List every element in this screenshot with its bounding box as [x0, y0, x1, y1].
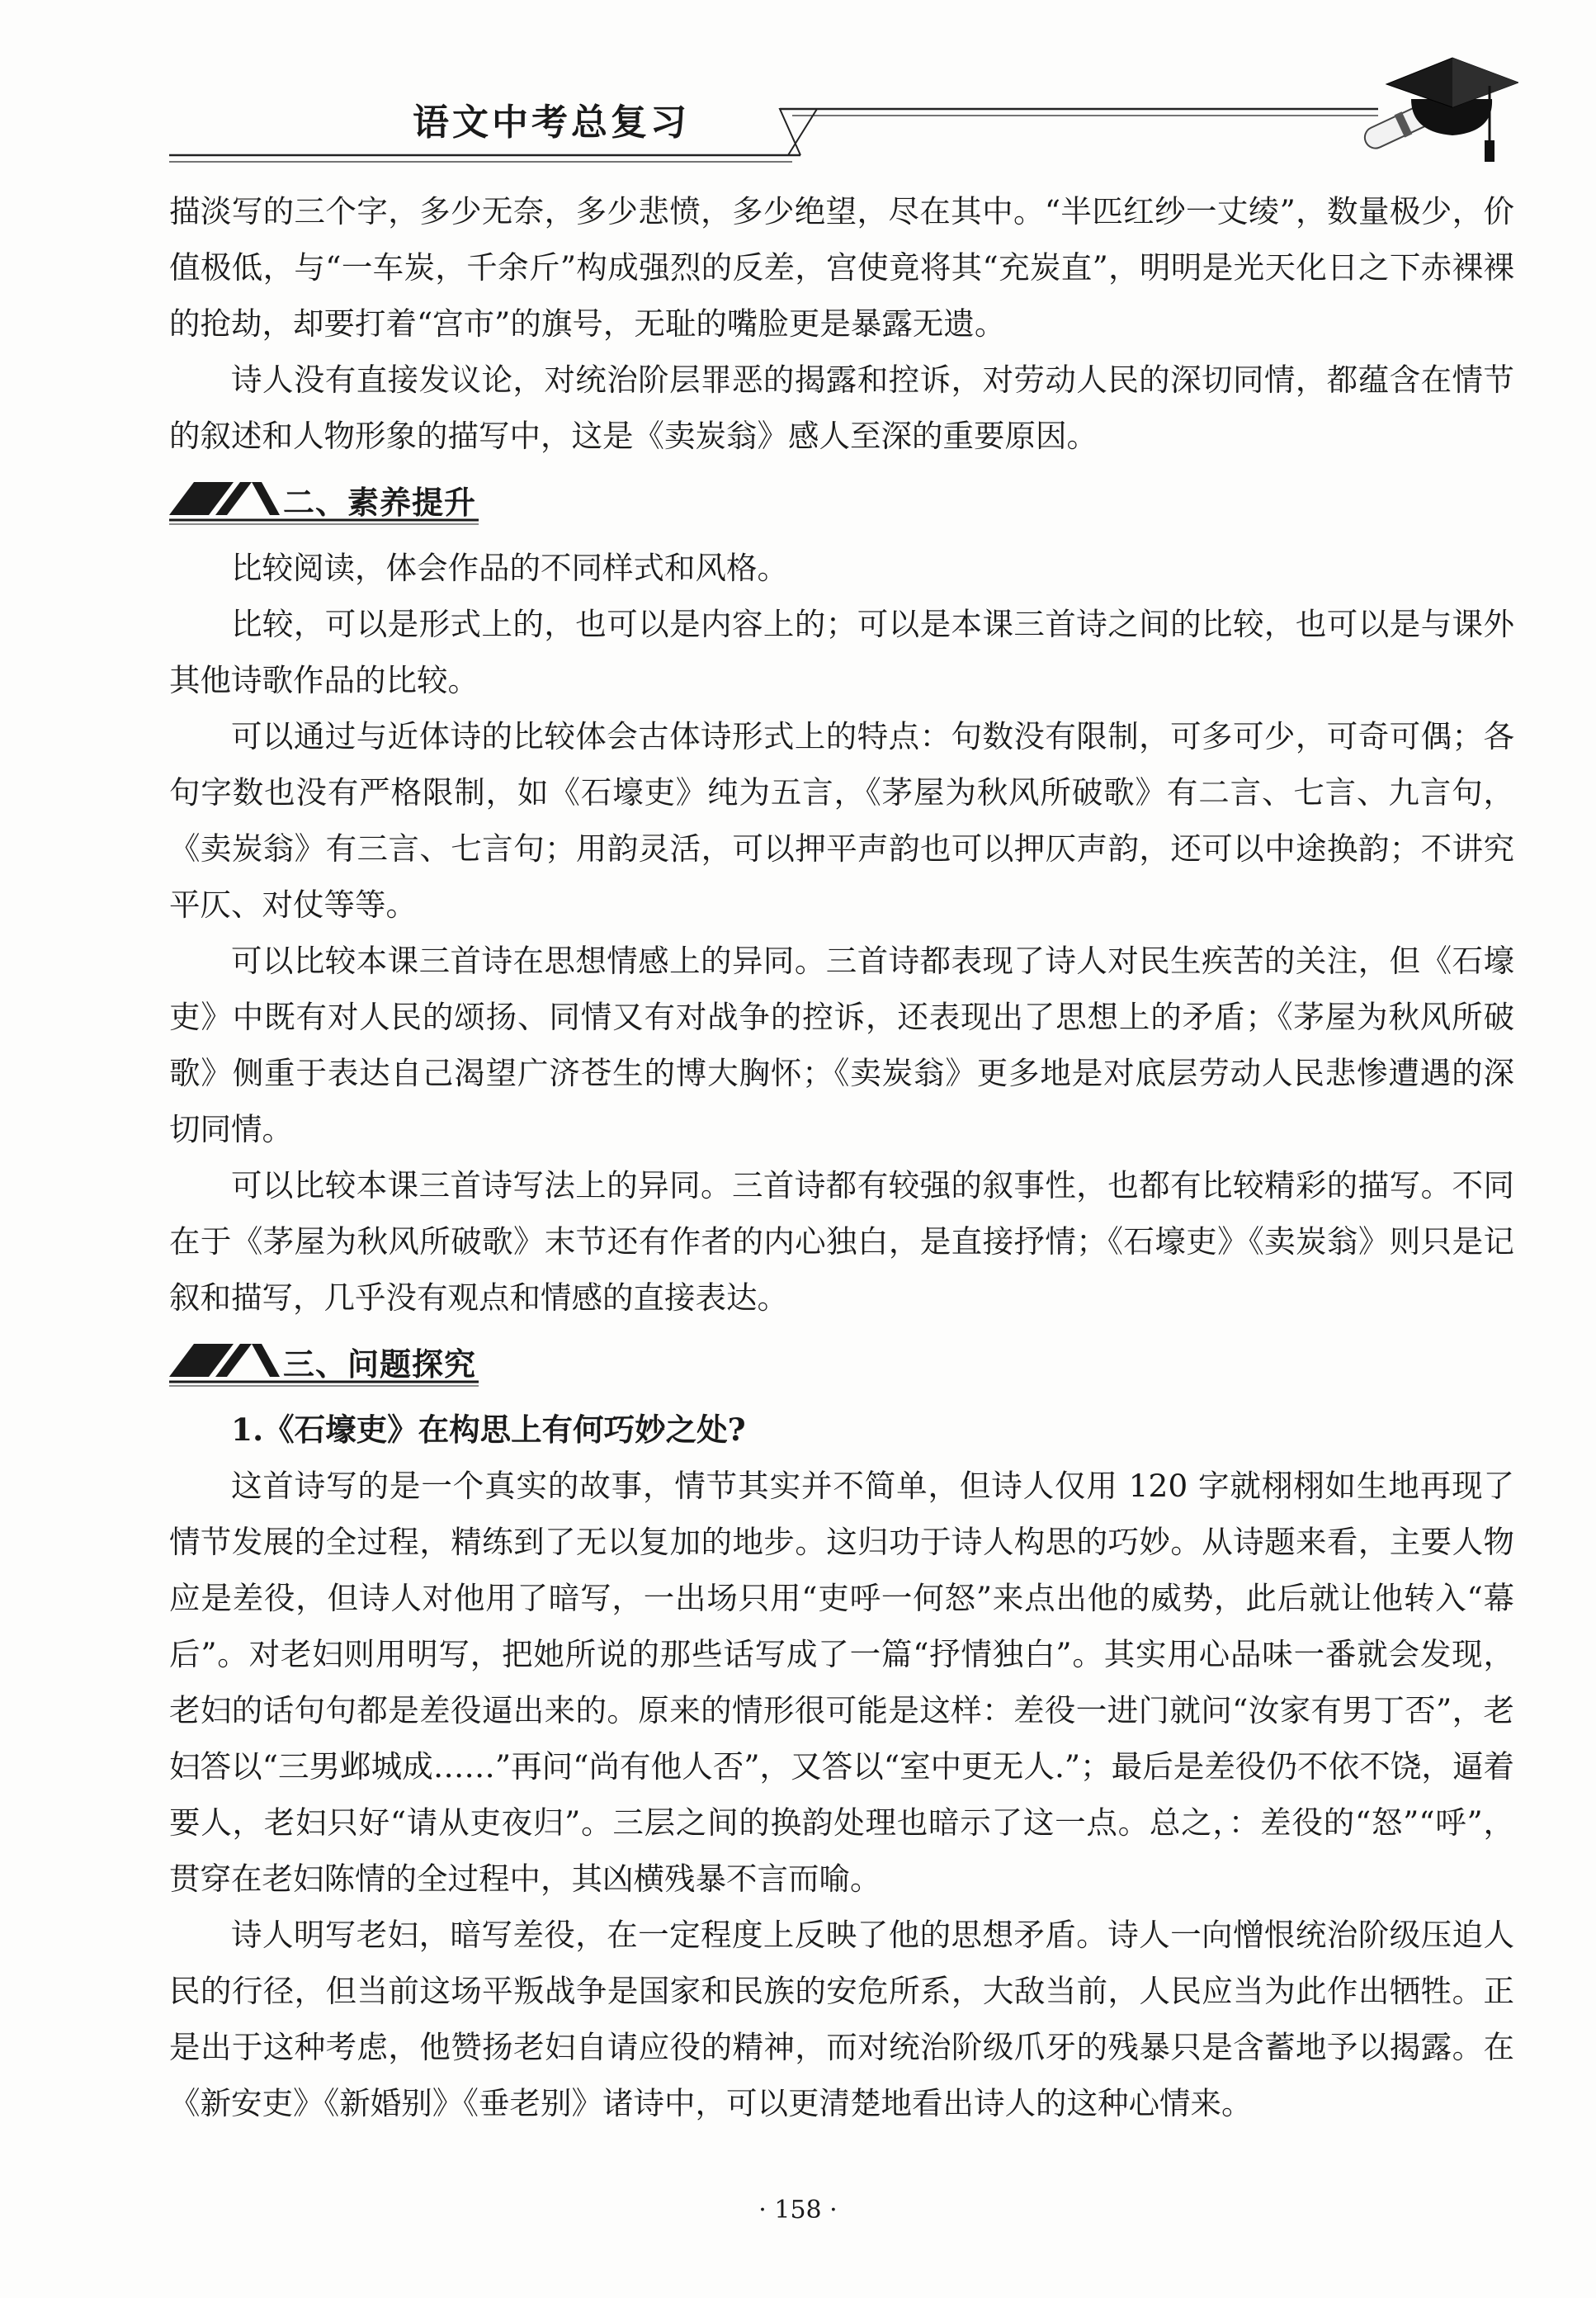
paragraph: 可以比较本课三首诗写法上的异同。三首诗都有较强的叙事性，也都有比较精彩的描写。不同在于《茅屋为秋风所破歌》末节还有作者的内心独白，是直接抒情；《石壕吏》《卖炭翁》则只是记叙和描写，几乎没有观点和情感的直接表达。 [169, 1167, 1514, 1316]
paragraph: 诗人没有直接发议论，对统治阶层罪恶的揭露和控诉，对劳动人民的深切同情，都蕴含在情节的叙述和人物形象的描写中，这是《卖炭翁》感人至深的重要原因。 [169, 362, 1514, 454]
page-header [165, 50, 1518, 173]
graduation-cap-diploma-icon [1353, 50, 1518, 173]
paragraph: 诗人明写老妇，暗写差役，在一定程度上反映了他的思想矛盾。诗人一向憎恨统治阶级压迫人民的行径，但当前这场平叛战争是国家和民族的安危所系，大敌当前，人民应当为此作出牺牲。正是出于这种考虑，他赞扬老妇自请应役的精神，而对统治阶级爪牙的残暴只是含蓄地予以揭露。在《新安吏》《新婚别》《垂老别》诸诗中，可以更清楚地看出诗人的这种心情来。 [169, 1917, 1514, 2121]
section-heading-3 [169, 1334, 1514, 1392]
paragraph-continuation: 描淡写的三个字，多少无奈，多少悲愤，多少绝望，尽在其中。“半匹红纱一丈绫”，数量极少，价值极低，与“一车炭，千余斤”构成强烈的反差，宫使竟将其“充炭直”，明明是光天化日之下赤裸裸的抢劫，却要打着“宫市”的旗号，无耻的嘴脸更是暴露无遗。 [169, 193, 1514, 342]
main-content [169, 183, 1514, 2131]
paragraph: 比较，可以是形式上的，也可以是内容上的；可以是本课三首诗之间的比较，也可以是与课外其他诗歌作品的比较。 [169, 606, 1514, 698]
paragraph: 可以比较本课三首诗在思想情感上的异同。三首诗都表现了诗人对民生疾苦的关注，但《石壕吏》中既有对人民的颂扬、同情又有对战争的控诉，还表现出了思想上的矛盾；《茅屋为秋风所破歌》侧重于表达自己渴望广济苍生的博大胸怀；《卖炭翁》更多地是对底层劳动人民悲惨遭遇的深切同情。 [169, 943, 1514, 1147]
section-heading-2 [169, 472, 1514, 530]
section-title: 二、素养提升 [283, 485, 477, 521]
paragraph: 这首诗写的是一个真实的故事，情节其实并不简单，但诗人仅用 120 字就栩栩如生地再现了情节发展的全过程，精练到了无以复加的地步。这归功于诗人构思的巧妙。从诗题来看，主要人物应是差役，但诗人对他用了暗写，一出场只用“吏呼一何怒”来点出他的威势，此后就让他转入“幕后”。对老妇则用明写，把她所说的那些话写成了一篇“抒情独白”。其实用心品味一番就会发现，老妇的话句句都是差役逼出来的。原来的情形很可能是这样：差役一进门就问“汝家有男丁否”，老妇答以“三男邺城成……”再问“尚有他人否”，又答以“室中更无人.”；最后是差役仍不依不饶，逼着要人，老妇只好“请从吏夜归”。三层之间的换韵处理也暗示了这一点。总之，：差役的“怒”“呼”，贯穿在老妇陈情的全过程中，其凶横残暴不言而喻。 [169, 1468, 1514, 1897]
paragraph: 比较阅读，体会作品的不同样式和风格。 [231, 550, 788, 586]
question-heading: 1.《石壕吏》在构思上有何巧妙之处? [231, 1411, 746, 1448]
page-number: · 158 · [758, 2196, 838, 2225]
header-title: 语文中考总复习 [413, 102, 690, 144]
section-title: 三、问题探究 [283, 1346, 477, 1383]
paragraph: 可以通过与近体诗的比较体会古体诗形式上的特点：句数没有限制，可多可少，可奇可偶；各句字数也没有严格限制，如《石壕吏》纯为五言，《茅屋为秋风所破歌》有二言、七言、九言句，《卖炭翁》有三言、七言句；用韵灵活，可以押平声韵也可以押仄声韵，还可以中途换韵；不讲究平仄、对仗等等。 [169, 718, 1514, 923]
header-rule [165, 50, 1518, 173]
